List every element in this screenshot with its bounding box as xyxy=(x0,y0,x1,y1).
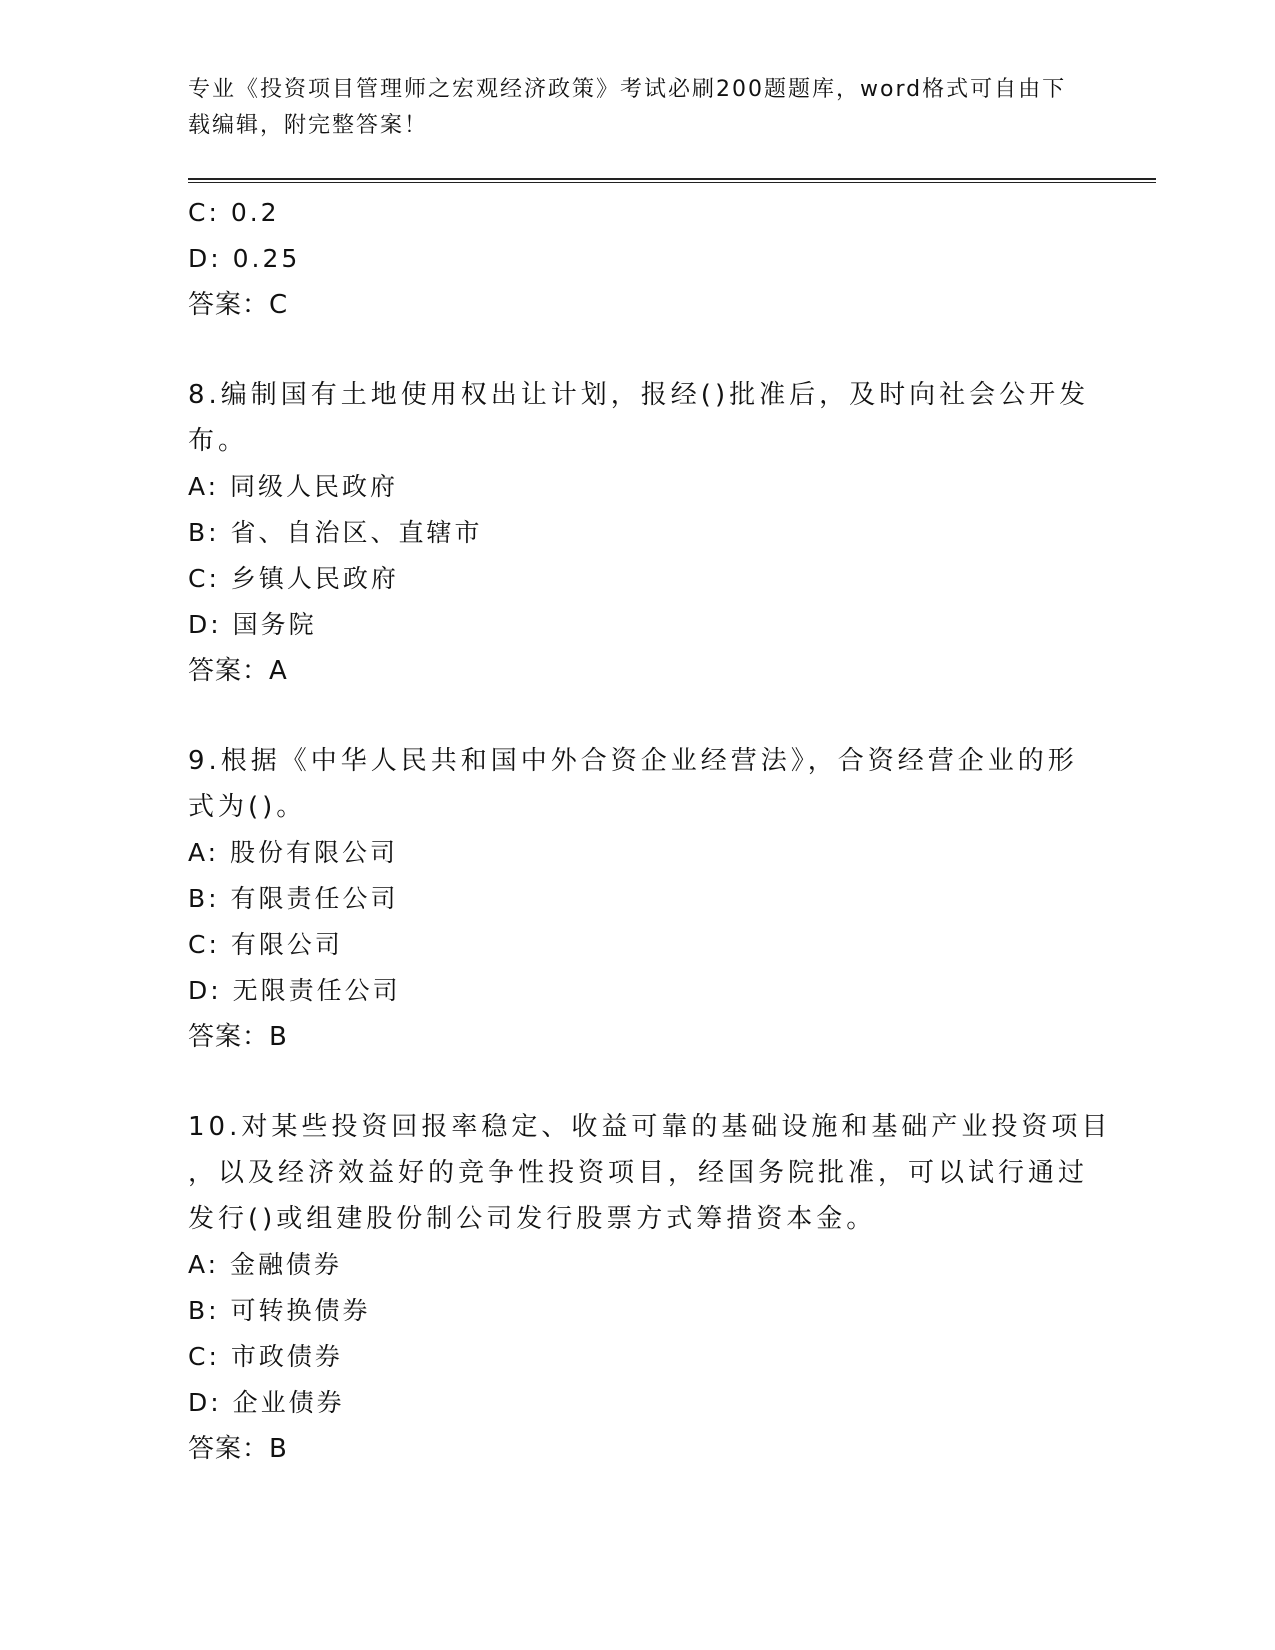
option-b: B: 可转换债券 xyxy=(188,1296,371,1325)
option-c: C: 乡镇人民政府 xyxy=(188,564,399,593)
question-stem-line: 8.编制国有土地使用权出让计划，报经()批准后，及时向社会公开发 xyxy=(188,380,1090,410)
question-9 xyxy=(188,738,1088,1060)
option-c: C: 市政债券 xyxy=(188,1342,343,1371)
question-stem-line: 9.根据《中华人民共和国中外合资企业经营法》，合资经营企业的形 xyxy=(188,746,1078,776)
question-stem-line: 式为()。 xyxy=(188,792,307,822)
option-b: B: 有限责任公司 xyxy=(188,884,399,913)
answer-line: 答案：A xyxy=(188,656,288,686)
question-stem-line: 布。 xyxy=(188,426,249,456)
question-stem-line: ，以及经济效益好的竞争性投资项目，经国务院批准，可以试行通过 xyxy=(188,1158,1089,1188)
option-a: A: 股份有限公司 xyxy=(188,838,399,867)
question-stem-line: 10.对某些投资回报率稳定、收益可靠的基础设施和基础产业投资项目 xyxy=(188,1112,1112,1142)
answer-line: 答案：C xyxy=(188,290,289,320)
option-c: C: 0.2 xyxy=(188,198,280,227)
header-rule-thick xyxy=(188,178,1156,180)
option-d: D: 企业债券 xyxy=(188,1388,345,1417)
question-10 xyxy=(188,1104,1112,1472)
question-7-continuation xyxy=(188,190,1088,328)
option-b: B: 省、自治区、直辖市 xyxy=(188,518,483,547)
option-d: D: 0.25 xyxy=(188,244,301,273)
question-8 xyxy=(188,372,1088,694)
answer-line: 答案：B xyxy=(188,1434,288,1464)
question-stem-line: 发行()或组建股份制公司发行股票方式筹措资本金。 xyxy=(188,1204,877,1234)
option-d: D: 无限责任公司 xyxy=(188,976,401,1005)
header-rule-thin xyxy=(188,182,1156,183)
document-header: 专业《投资项目管理师之宏观经济政策》考试必刷200题题库，word格式可自由下载编辑，附完整答案！ xyxy=(188,77,1067,138)
answer-line: 答案：B xyxy=(188,1022,288,1052)
question-content xyxy=(188,190,1112,1472)
option-d: D: 国务院 xyxy=(188,610,317,639)
option-a: A: 同级人民政府 xyxy=(188,472,399,501)
option-a: A: 金融债券 xyxy=(188,1250,343,1279)
option-c: C: 有限公司 xyxy=(188,930,343,959)
